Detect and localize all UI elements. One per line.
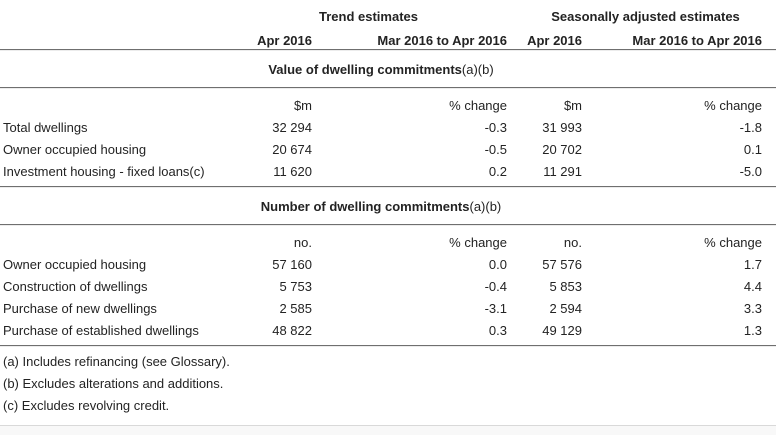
- section-title: [0, 62, 762, 77]
- value-cell-col-2: -0.4: [484, 279, 507, 294]
- column-header-sadj-apr-2016: Apr 2016: [527, 33, 582, 48]
- value-cell-col-4: 1.3: [743, 323, 762, 338]
- value-cell-col-1: 2 585: [279, 301, 312, 316]
- value-cell-col-3: 11 291: [543, 164, 582, 179]
- units-row: [0, 95, 762, 117]
- value-cell-col-3: no.: [563, 235, 582, 250]
- section-title-text: Number of dwelling commitments: [260, 199, 470, 214]
- section-title-footnote-markers: (a)(b): [461, 62, 494, 77]
- section-title-text: Value of dwelling commitments: [268, 62, 462, 77]
- table-row: [0, 320, 762, 342]
- row-label: Total dwellings: [3, 120, 88, 135]
- value-cell-col-4: 4.4: [743, 279, 762, 294]
- value-cell-col-4: % change: [704, 235, 762, 250]
- table-row: [0, 298, 762, 320]
- table-row: [0, 117, 762, 139]
- table-row: [0, 161, 762, 183]
- group-header-spacer: [0, 9, 230, 24]
- value-cell-col-2: -0.3: [484, 120, 507, 135]
- row-label: Owner occupied housing: [3, 257, 147, 272]
- table-row: [0, 276, 762, 298]
- group-header-row: [0, 0, 762, 24]
- section-title: [0, 199, 762, 214]
- horizontal-rule: [0, 186, 776, 188]
- value-cell-col-3: 5 853: [549, 279, 582, 294]
- value-cell-col-2: 0.3: [488, 323, 507, 338]
- value-cell-col-1: 48 822: [272, 323, 312, 338]
- table-row: [0, 254, 762, 276]
- value-cell-col-4: % change: [704, 98, 762, 113]
- value-cell-col-3: $m: [563, 98, 582, 113]
- value-cell-col-4: 1.7: [743, 257, 762, 272]
- value-cell-col-2: 0.2: [488, 164, 507, 179]
- section-table: [0, 232, 776, 342]
- column-header-trend-apr-2016: Apr 2016: [257, 33, 312, 48]
- value-cell-col-1: 32 294: [272, 120, 312, 135]
- value-cell-col-1: 11 620: [273, 164, 312, 179]
- units-row: [0, 232, 762, 254]
- footnote: (b) Excludes alterations and additions.: [3, 376, 224, 391]
- value-cell-col-1: $m: [293, 98, 312, 113]
- row-label: Construction of dwellings: [3, 279, 148, 294]
- column-header-trend-mar-to-apr-2016: Mar 2016 to Apr 2016: [377, 33, 507, 48]
- column-header-row: [0, 32, 762, 49]
- row-label: Purchase of new dwellings: [3, 301, 157, 316]
- bottom-band: [0, 425, 776, 435]
- value-cell-col-2: -0.5: [484, 142, 507, 157]
- value-cell-col-3: 31 993: [542, 120, 582, 135]
- row-label: Purchase of established dwellings: [3, 323, 199, 338]
- footnote: (c) Excludes revolving credit.: [3, 398, 170, 413]
- value-cell-col-2: 0.0: [488, 257, 507, 272]
- group-header-seasonally-adjusted-estimates: Seasonally adjusted estimates: [551, 9, 740, 24]
- table-row: [0, 139, 762, 161]
- value-cell-col-3: 2 594: [549, 301, 582, 316]
- horizontal-rule: [0, 345, 776, 347]
- value-cell-col-3: 49 129: [542, 323, 582, 338]
- group-header-trend-estimates: Trend estimates: [319, 9, 418, 24]
- horizontal-rule: [0, 49, 776, 51]
- footnotes: [0, 351, 776, 417]
- value-cell-col-2: % change: [449, 98, 507, 113]
- value-cell-col-4: -5.0: [739, 164, 762, 179]
- value-cell-col-2: % change: [449, 235, 507, 250]
- horizontal-rule: [0, 224, 776, 226]
- section-title-footnote-markers: (a)(b): [469, 199, 502, 214]
- value-cell-col-1: 20 674: [272, 142, 312, 157]
- value-cell-col-4: 3.3: [743, 301, 762, 316]
- value-cell-col-3: 20 702: [542, 142, 582, 157]
- value-cell-col-4: -1.8: [739, 120, 762, 135]
- table-sections: [0, 62, 776, 347]
- row-label: Investment housing - fixed loans(c): [3, 164, 205, 179]
- value-cell-col-1: no.: [293, 235, 312, 250]
- value-cell-col-4: 0.1: [743, 142, 762, 157]
- row-label: Owner occupied housing: [3, 142, 147, 157]
- section-table: [0, 95, 776, 183]
- value-cell-col-1: 5 753: [279, 279, 312, 294]
- value-cell-col-3: 57 576: [542, 257, 582, 272]
- value-cell-col-1: 57 160: [272, 257, 312, 272]
- value-cell-col-2: -3.1: [484, 301, 507, 316]
- footnote: (a) Includes refinancing (see Glossary).: [3, 354, 230, 369]
- column-header-sadj-mar-to-apr-2016: Mar 2016 to Apr 2016: [632, 33, 762, 48]
- horizontal-rule: [0, 87, 776, 89]
